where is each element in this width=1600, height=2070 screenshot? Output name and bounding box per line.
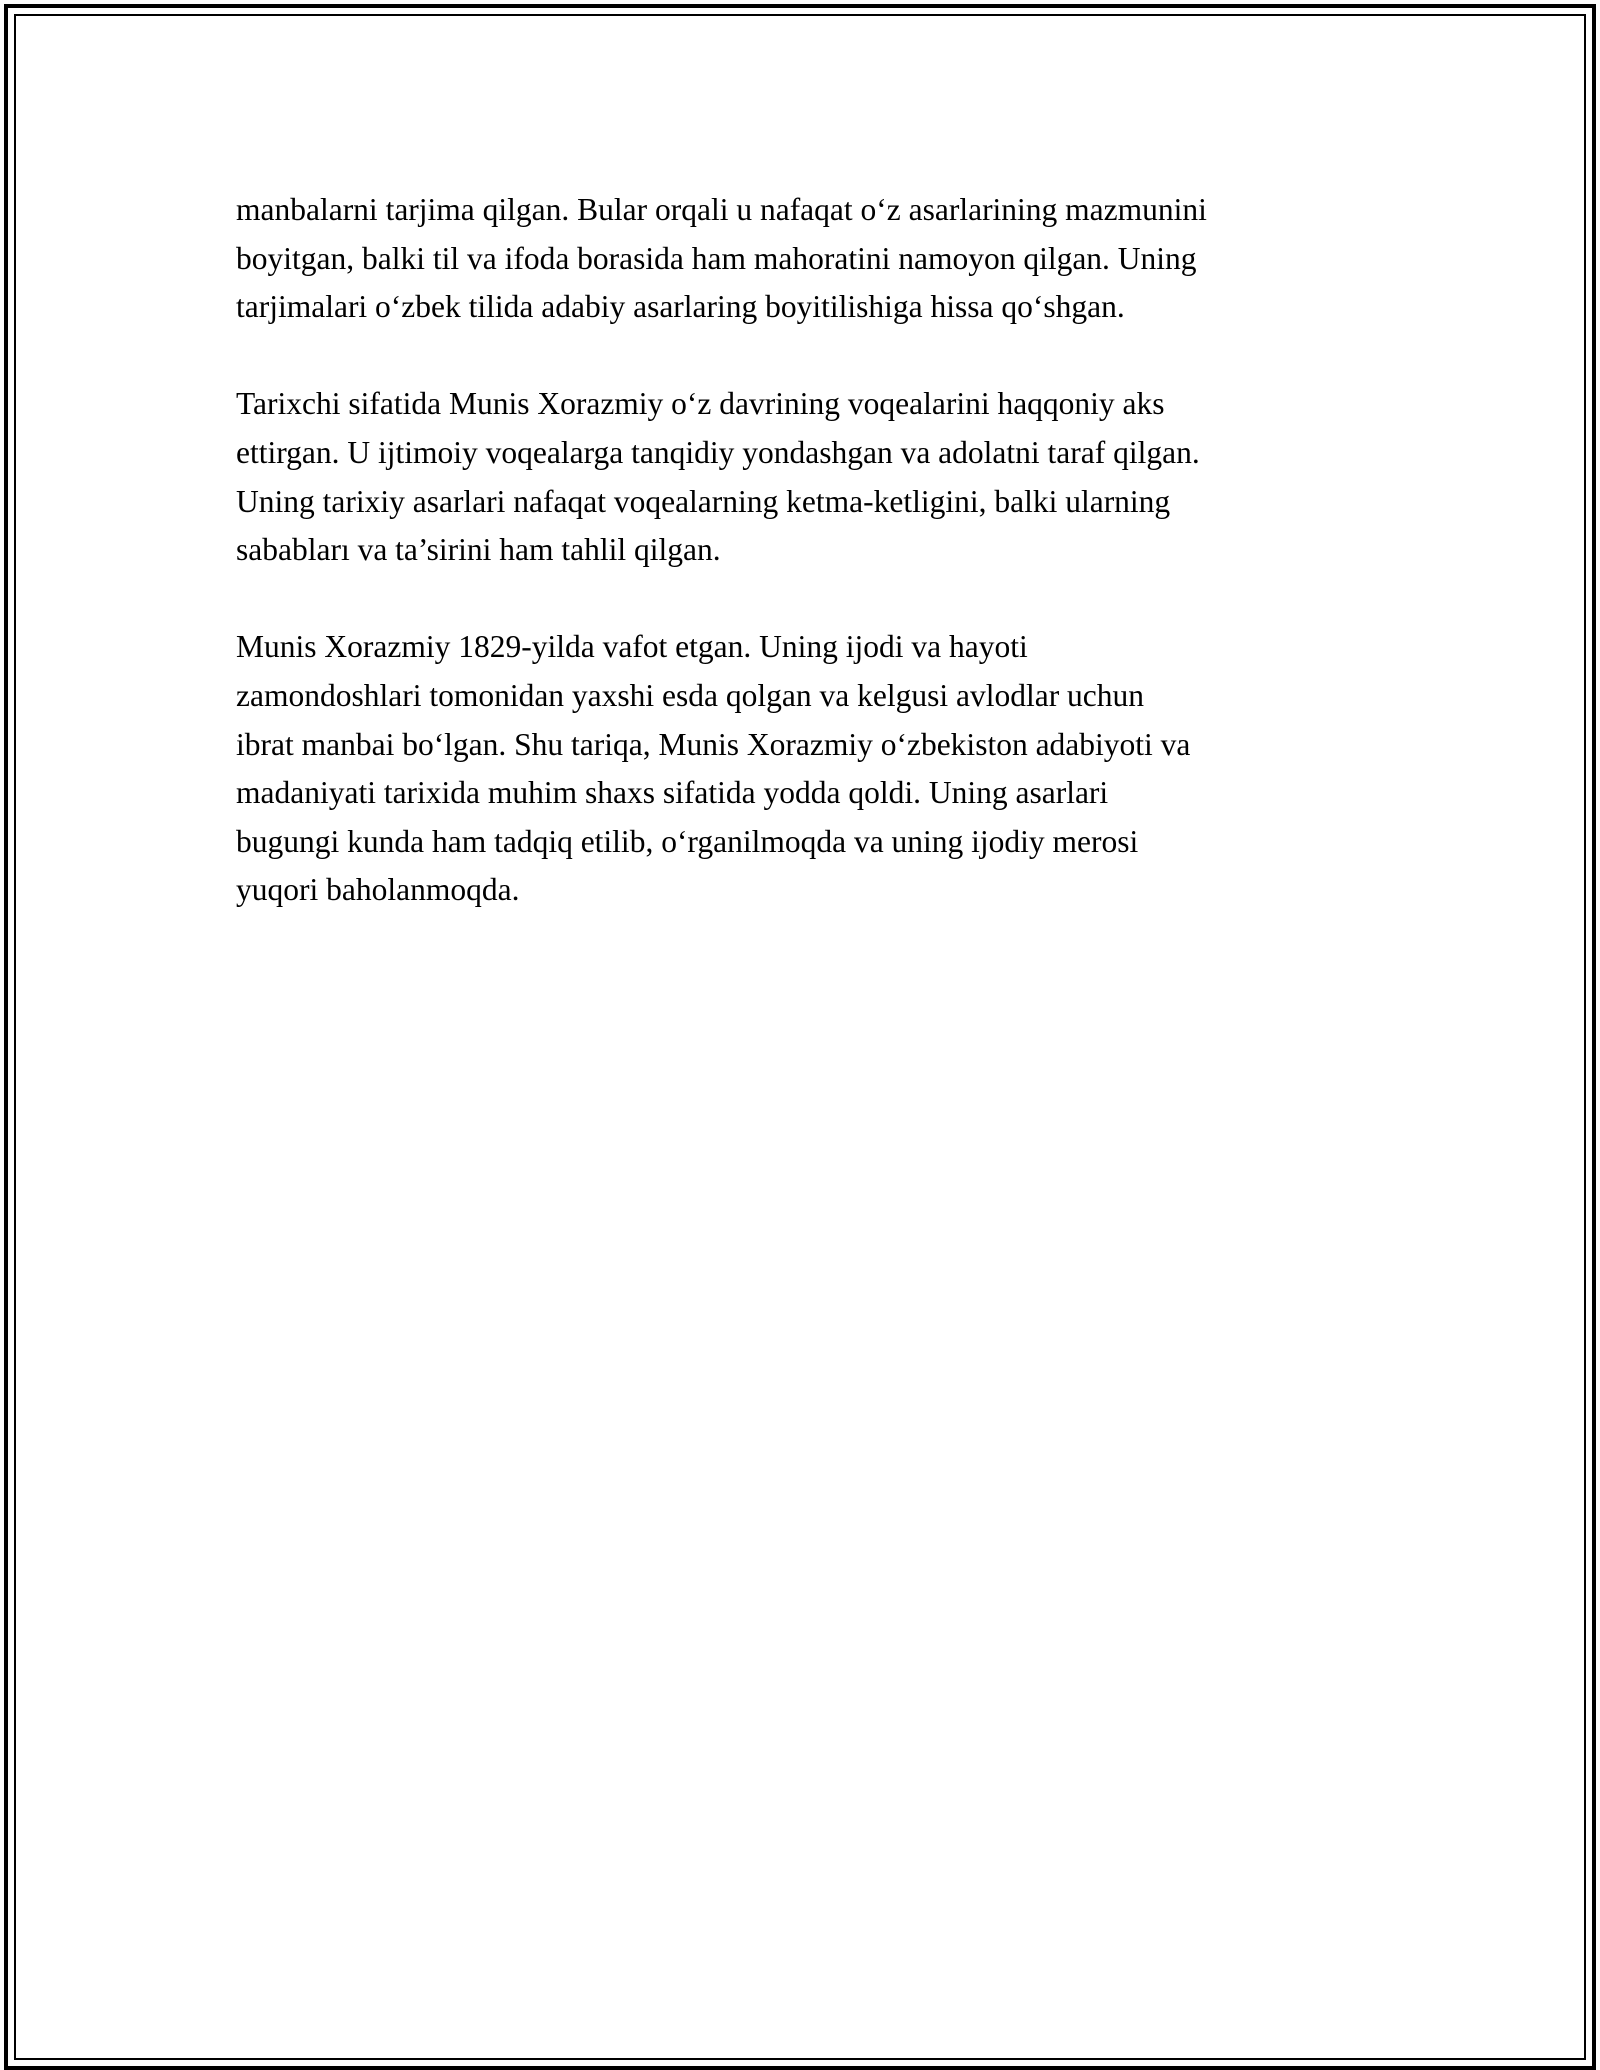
text-line: Munis Xorazmiy 1829-yilda vafot etgan. Uning ijodi va hayoti: [236, 629, 1028, 665]
text-line: manbalarni tarjima qilgan. Bular orqali u nafaqat o‘z asarlarining mazmunini: [236, 192, 1207, 227]
paragraph-legacy: [236, 623, 1386, 915]
text-line: ibrat manbai bo‘lgan. Shu tariqa, Munis Xorazmiy o‘zbekiston adabiyoti va: [236, 726, 1191, 762]
paragraph-translations: [236, 186, 1386, 332]
document-body: [236, 186, 1386, 964]
text-line: boyitgan, balki til va ifoda borasida ham mahoratini namoyon qilgan. Uning: [236, 240, 1197, 276]
text-line: sababları va ta’sirini ham tahlil qilgan.: [236, 532, 721, 568]
text-line: zamondoshlari tomonidan yaxshi esda qolgan va kelgusi avlodlar uchun: [236, 677, 1145, 713]
text-line: madaniyati tarixida muhim shaxs sifatida yodda qoldi. Uning asarlari: [236, 775, 1109, 811]
text-line: bugungi kunda ham tadqiq etilib, o‘rganilmoqda va uning ijodiy merosi: [236, 823, 1139, 859]
text-line: Uning tarixiy asarlari nafaqat voqealarning ketma-ketligini, balki ularning: [236, 483, 1171, 519]
paragraph-historian: [236, 380, 1386, 574]
text-line: yuqori baholanmoqda.: [236, 872, 520, 908]
text-line: Tarixchi sifatida Munis Xorazmiy o‘z davrining voqealarini haqqoniy aks: [236, 386, 1165, 422]
text-line: tarjimalari o‘zbek tilida adabiy asarlaring boyitilishiga hissa qo‘shgan.: [236, 289, 1125, 325]
text-line: ettirgan. U ijtimoiy voqealarga tanqidiy yondashgan va adolatni taraf qilgan.: [236, 434, 1200, 470]
